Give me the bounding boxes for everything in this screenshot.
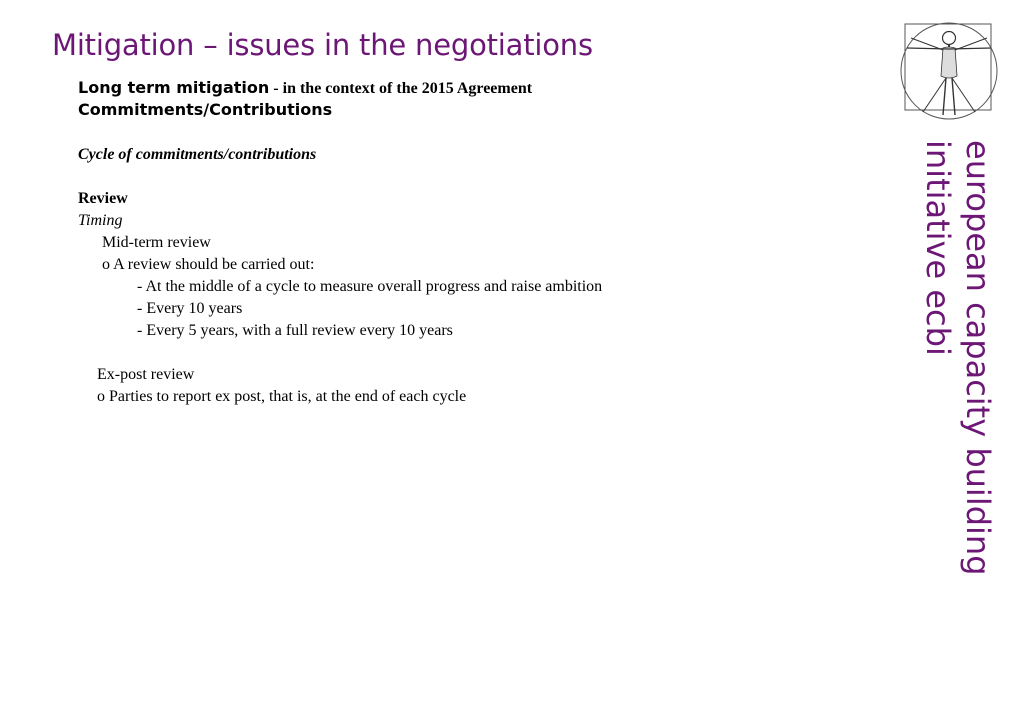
midterm-item: o A review should be carried out:	[102, 256, 315, 273]
subheading: Commitments/Contributions	[78, 100, 333, 119]
heading-context: - in the context of the 2015 Agreement	[269, 80, 533, 97]
timing-label: Timing	[78, 212, 123, 229]
midterm-option: - Every 5 years, with a full review every 10 years	[137, 322, 453, 339]
heading-line	[78, 78, 532, 99]
midterm-option: - Every 10 years	[137, 300, 243, 317]
brand-line-2: initiative ecbi	[919, 140, 957, 356]
heading-main: Long term mitigation	[78, 78, 270, 97]
brand-text	[918, 140, 998, 576]
expost-label: Ex-post review	[97, 366, 195, 383]
vitruvian-man-icon	[899, 18, 1001, 120]
slide-title: Mitigation – issues in the negotiations	[52, 28, 593, 62]
brand-line-1: european capacity building	[959, 140, 997, 576]
expost-item: o Parties to report ex post, that is, at the end of each cycle	[97, 388, 467, 405]
cycle-heading: Cycle of commitments/contributions	[78, 146, 317, 163]
midterm-label: Mid-term review	[102, 234, 211, 251]
review-heading: Review	[78, 190, 128, 207]
midterm-option: - At the middle of a cycle to measure overall progress and raise ambition	[137, 278, 603, 295]
